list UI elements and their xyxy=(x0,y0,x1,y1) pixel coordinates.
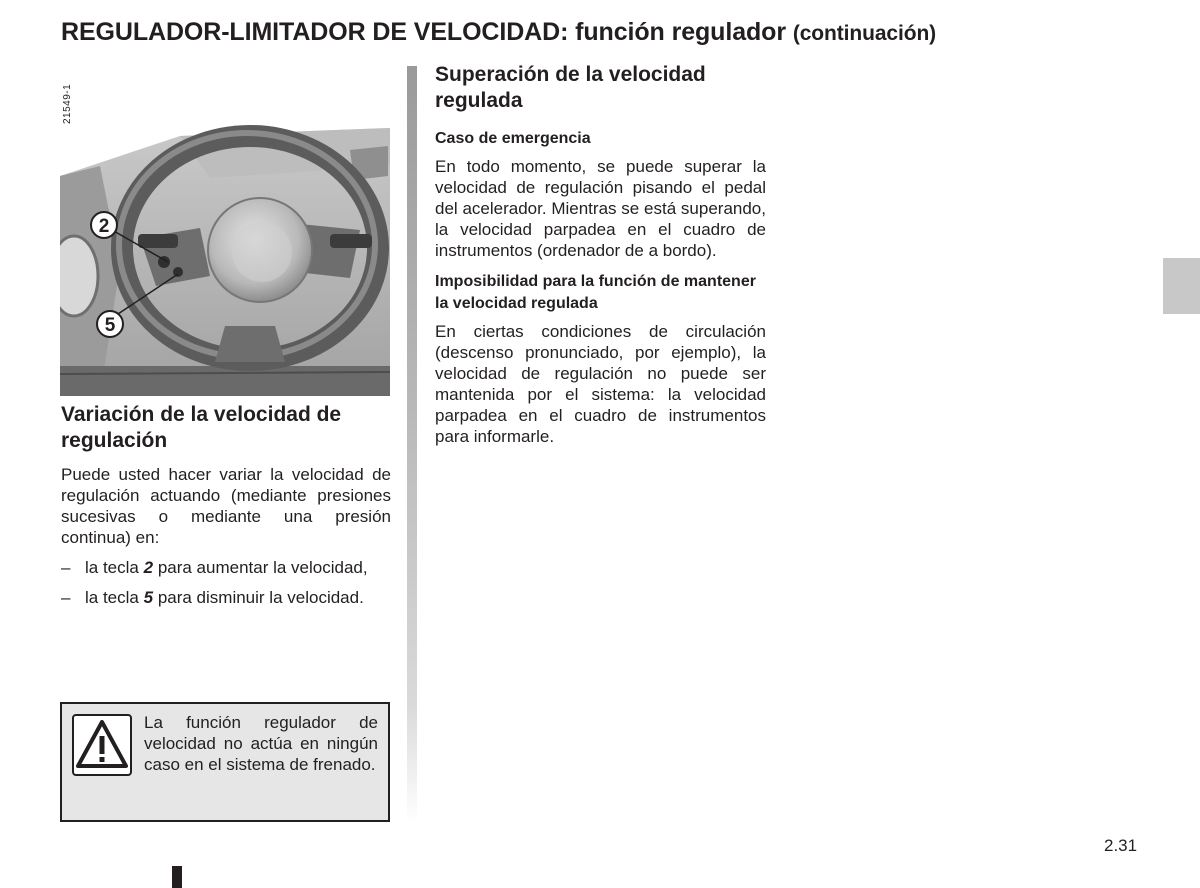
list-item-after: para aumentar la velocidad, xyxy=(157,558,368,577)
warning-text: La función regulador de velocidad no actúa en ningún caso en el sistema de frenado. xyxy=(144,713,378,774)
callout-label-2: 2 xyxy=(98,216,110,237)
footer-mark xyxy=(172,866,182,888)
column-divider xyxy=(407,66,417,822)
list-dash: – xyxy=(61,558,71,577)
warning-triangle-icon xyxy=(72,714,132,776)
section-heading-variation: Variación de la velocidad de regulación xyxy=(61,403,342,452)
wiper-stalk xyxy=(330,234,372,248)
page-title-suffix: (continuación) xyxy=(792,22,937,45)
section-thumb-tab xyxy=(1163,258,1200,314)
key-list xyxy=(61,557,391,608)
subheading-emergency: Caso de emergencia xyxy=(435,130,591,147)
list-item xyxy=(61,557,391,578)
key-number: 5 xyxy=(143,588,154,607)
list-item-before: la tecla xyxy=(85,588,139,607)
callout-label-5: 5 xyxy=(104,315,116,336)
list-dash: – xyxy=(61,588,71,607)
steering-wheel-drawing xyxy=(60,66,390,396)
list-item-after: para disminuir la velocidad. xyxy=(157,588,364,607)
right-column xyxy=(435,62,766,457)
steering-wheel-illustration xyxy=(60,66,390,396)
cruise-control-stalk xyxy=(138,234,178,248)
page-title xyxy=(61,18,936,47)
subheading-impossibility: Imposibilidad para la función de mantener la velocidad regulada xyxy=(435,273,756,312)
warning-box xyxy=(60,702,390,822)
key-number: 2 xyxy=(143,558,154,577)
list-item xyxy=(61,587,391,608)
instrument-cluster xyxy=(60,236,98,316)
list-item-before: la tecla xyxy=(85,558,139,577)
page-title-main: REGULADOR-LIMITADOR DE VELOCIDAD: función regulador xyxy=(61,18,786,46)
lower-spoke xyxy=(215,326,285,362)
figure-code: 21549-1 xyxy=(62,83,73,124)
left-column xyxy=(61,402,391,617)
emergency-text: En todo momento, se puede superar la velocidad de regulación pisando el pedal del acelerador. Mientras se está superando, la velocidad parpadea en el cuadro de instrumentos (ordenador de a bordo). xyxy=(435,157,766,260)
variation-intro: Puede usted hacer variar la velocidad de regulación actuando (mediante presiones sucesivas o mediante una presión continua) en: xyxy=(61,465,391,547)
section-heading-override: Superación de la velocidad regulada xyxy=(435,63,706,112)
lower-dash xyxy=(60,366,390,396)
page-number: 2.31 xyxy=(1104,836,1138,855)
impossibility-text: En ciertas condiciones de circulación (descenso pronunciado, por ejemplo), la velocidad de regulación no puede ser mantenida por el sistema: la velocidad parpadea en el cuadro de instrumentos para informarle. xyxy=(435,322,766,446)
